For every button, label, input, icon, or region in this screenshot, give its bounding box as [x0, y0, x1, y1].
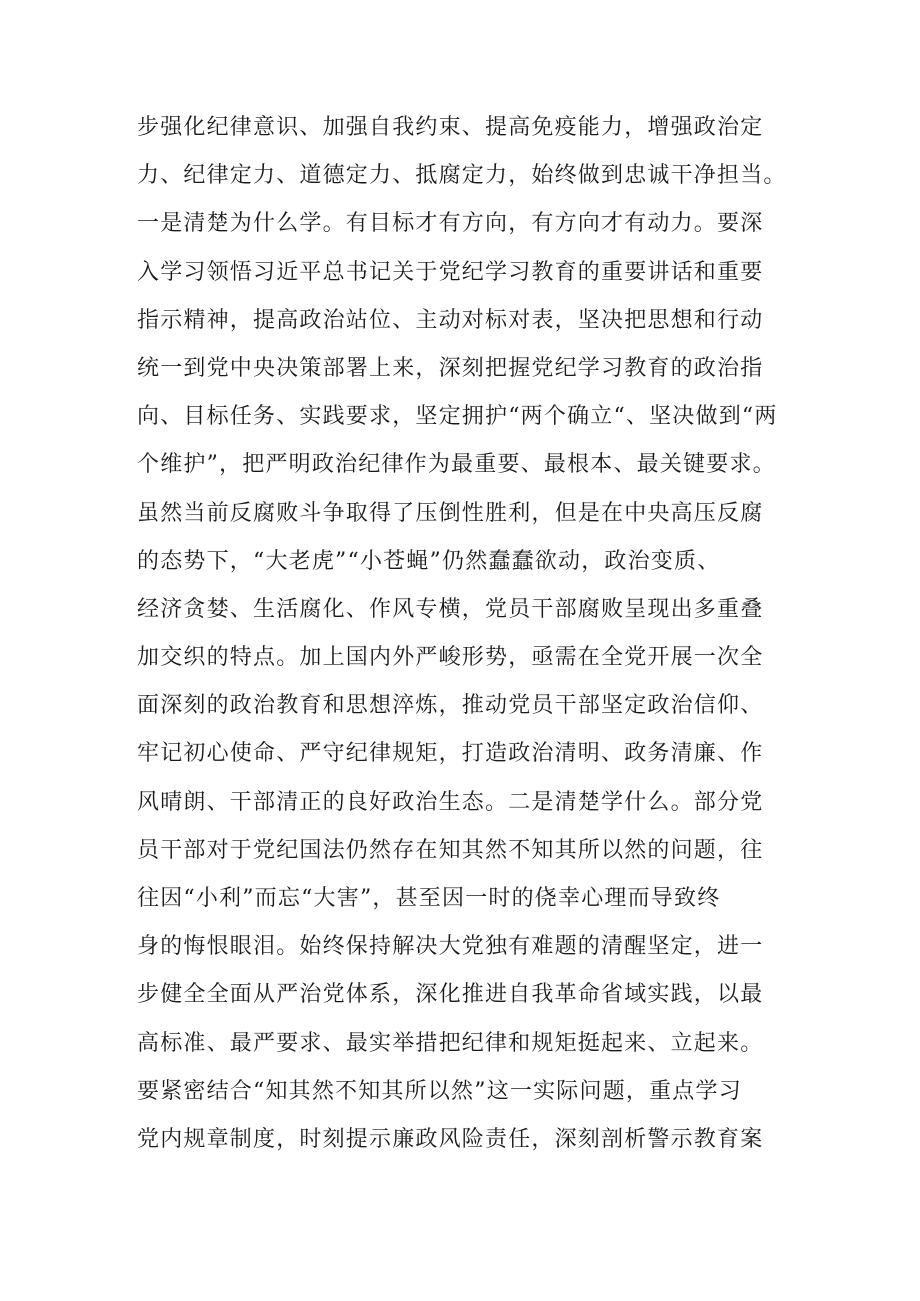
text-line: 统一到党中央决策部署上来，深刻把握党纪学习教育的政治指 [137, 355, 764, 381]
text-line: 虽然当前反腐败斗争取得了压倒性胜利，但是在中央高压反腐 [137, 500, 764, 526]
text-line: 加交织的特点。加上国内外严峻形势，亟需在全党开展一次全 [137, 645, 764, 671]
text-line: 牢记初心使命、严守纪律规矩，打造政治清明、政务清廉、作 [137, 741, 764, 767]
text-line: 要紧密结合“知其然不知其所以然”这一实际问题，重点学习 [137, 1078, 742, 1104]
text-line: 经济贪婪、生活腐化、作风专横，党员干部腐败呈现出多重叠 [137, 596, 764, 622]
text-line: 身的悔恨眼泪。始终保持解决大党独有难题的清醒坚定，进一 [137, 934, 764, 960]
text-line: 面深刻的政治教育和思想淬炼，推动党员干部坚定政治信仰、 [137, 693, 764, 719]
text-line: 指示精神，提高政治站位、主动对标对表，坚决把思想和行动 [137, 307, 764, 333]
text-line: 往因“小利”而忘“大害”，甚至因一时的侥幸心理而导致终 [137, 886, 721, 911]
text-line: 个维护”，把严明政治纪律作为最重要、最根本、最关键要求。 [137, 452, 776, 478]
body-text [137, 112, 787, 1172]
text-line: 高标准、最严要求、最实举措把纪律和规矩挺起来、立起来。 [137, 1030, 764, 1056]
text-line: 风晴朗、干部清正的良好政治生态。二是清楚学什么。部分党 [137, 789, 764, 815]
text-line: 入学习领悟习近平总书记关于党纪学习教育的重要讲话和重要 [137, 259, 764, 285]
text-line: 的态势下，“大老虎”“小苍蝇”仍然蠢蠢欲动，政治变质、 [137, 548, 721, 574]
text-line: 向、目标任务、实践要求，坚定拥护“两个确立“、坚决做到“两 [137, 404, 778, 430]
text-line: 步强化纪律意识、加强自我约束、提高免疫能力，增强政治定 [137, 115, 764, 140]
text-line: 一是清楚为什么学。有目标才有方向，有方向才有动力。要深 [137, 211, 764, 237]
text-line: 员干部对于党纪国法仍然存在知其然不知其所以然的问题，往 [137, 837, 764, 863]
text-line: 党内规章制度，时刻提示廉政风险责任，深刻剖析警示教育案 [137, 1126, 764, 1152]
text-line: 步健全全面从严治党体系，深化推进自我革命省域实践，以最 [137, 982, 764, 1008]
text-line: 力、纪律定力、道德定力、抵腐定力，始终做到忠诚干净担当。 [137, 163, 787, 189]
